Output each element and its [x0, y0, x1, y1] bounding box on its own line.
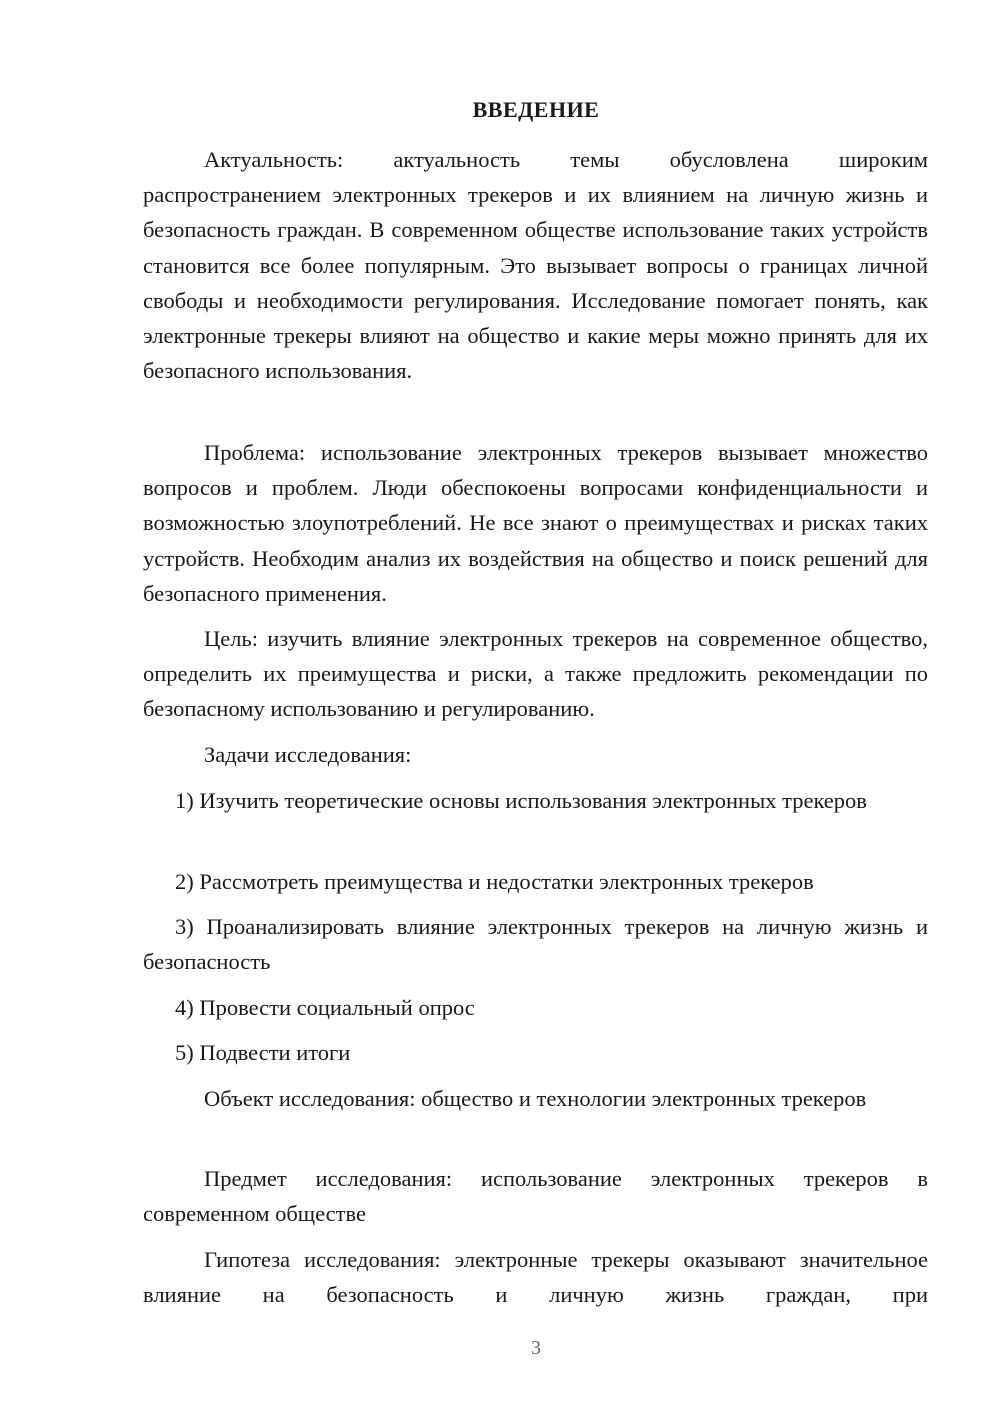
paragraph-hypothesis: Гипотеза исследования: электронные трекеры оказывают значительное влияние на безопасность и личную жизнь граждан, при: [143, 1247, 928, 1308]
task-item-4: 4) Провести социальный опрос: [175, 995, 475, 1020]
paragraph-object: Объект исследования: общество и технологии электронных трекеров: [204, 1086, 867, 1111]
paragraph-problem: Проблема: использование электронных трекеров вызывает множество вопросов и проблем. Люди обеспокоены вопросами конфиденциальности и возможностью злоупотреблений. Не все знают о преимуществах и рисках таких устройств. Необходим анализ их воздействия на общество и поиск решений для безопасного применения.: [143, 440, 928, 606]
task-item-5: 5) Подвести итоги: [175, 1040, 351, 1065]
task-item-3: 3) Проанализировать влияние электронных трекеров на личную жизнь и безопасность: [143, 914, 928, 975]
tasks-heading: Задачи исследования:: [204, 742, 412, 767]
paragraph-goal: Цель: изучить влияние электронных трекеров на современное общество, определить их преимущества и риски, а также предложить рекомендации по безопасному использованию и регулированию.: [143, 626, 928, 722]
section-heading: ВВЕДЕНИЕ: [472, 97, 600, 122]
page-number: 3: [531, 1337, 541, 1359]
paragraph-relevance: Актуальность: актуальность темы обусловлена широким распространением электронных трекеров и их влиянием на личную жизнь и безопасность граждан. В современном обществе использование таких устройств становится все более популярным. Это вызывает вопросы о границах личной свободы и необходимости регулирования. Исследование помогает понять, как электронные трекеры влияют на общество и какие меры можно принять для их безопасного использования.: [143, 147, 928, 384]
paragraph-subject: Предмет исследования: использование электронных трекеров в современном обществе: [143, 1166, 928, 1227]
task-item-2: 2) Рассмотреть преимущества и недостатки электронных трекеров: [175, 869, 814, 894]
task-item-1: 1) Изучить теоретические основы использования электронных трекеров: [175, 788, 867, 813]
